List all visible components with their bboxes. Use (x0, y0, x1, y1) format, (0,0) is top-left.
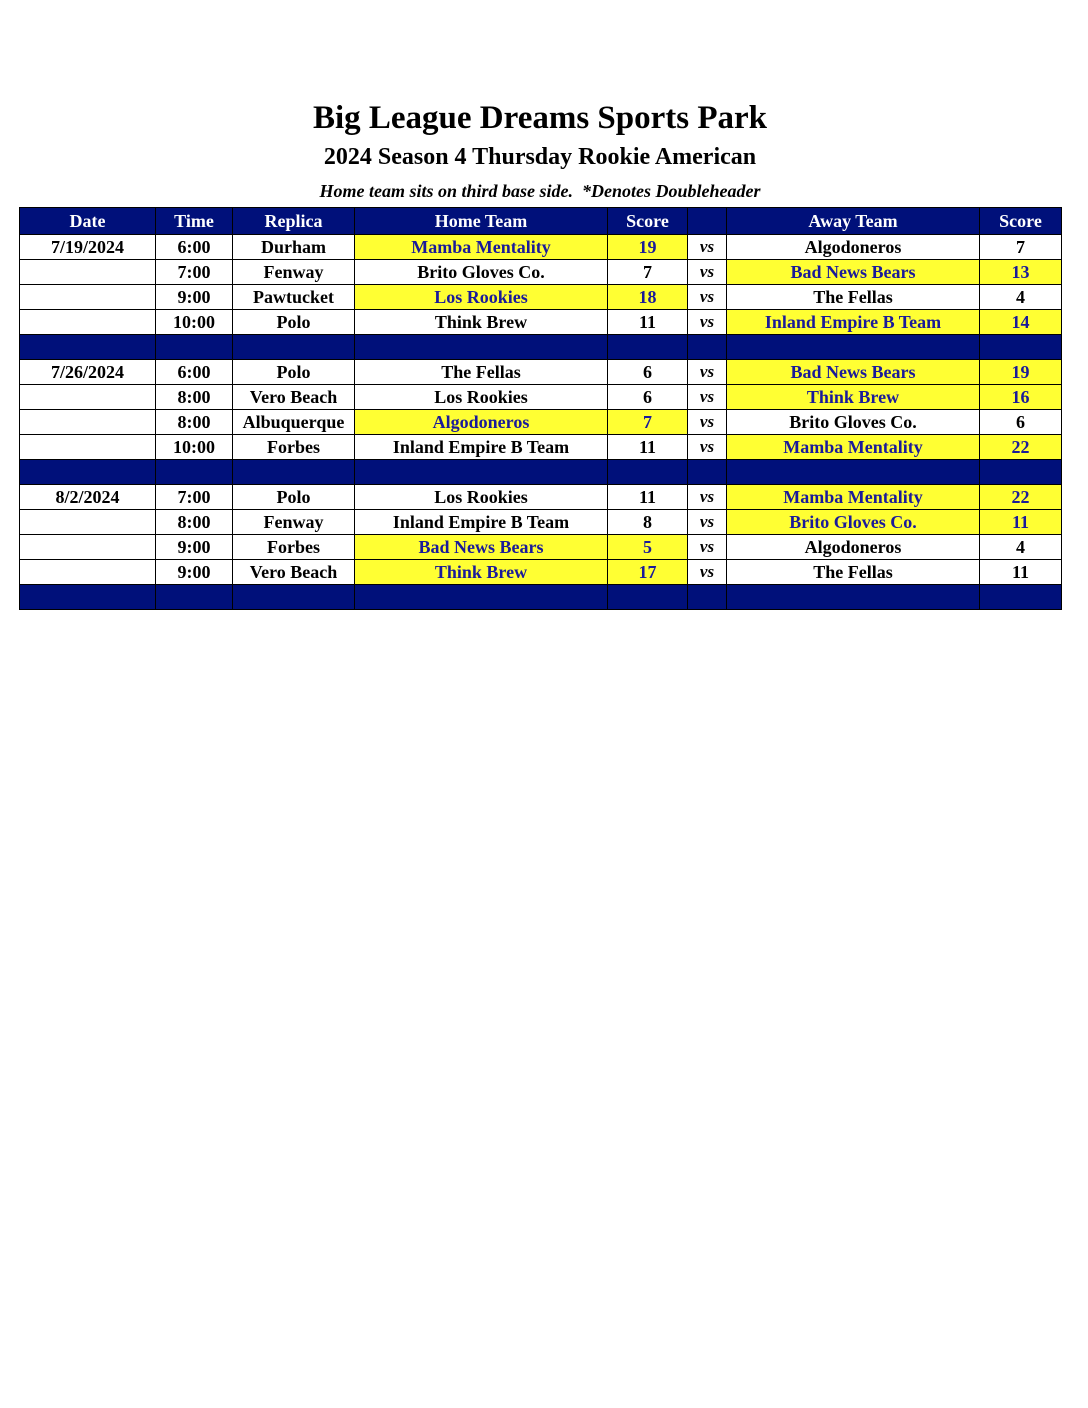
home-score: 6 (608, 385, 688, 410)
away-score: 22 (980, 485, 1062, 510)
separator-cell (20, 585, 156, 610)
column-header-vs (688, 208, 727, 235)
table-row (20, 510, 1062, 535)
game-replica: Forbes (233, 435, 355, 460)
table-row (20, 360, 1062, 385)
table-row (20, 260, 1062, 285)
game-date: 8/2/2024 (20, 485, 156, 510)
home-team: Inland Empire B Team (355, 435, 608, 460)
game-date (20, 310, 156, 335)
separator-cell (355, 335, 608, 360)
home-team: Los Rookies (355, 485, 608, 510)
separator-cell (727, 585, 980, 610)
table-row (20, 235, 1062, 260)
away-score: 7 (980, 235, 1062, 260)
table-row (20, 385, 1062, 410)
game-replica: Durham (233, 235, 355, 260)
home-score: 7 (608, 410, 688, 435)
away-score: 13 (980, 260, 1062, 285)
away-score: 4 (980, 285, 1062, 310)
home-score: 6 (608, 360, 688, 385)
vs-label: vs (688, 485, 727, 510)
separator-cell (156, 585, 233, 610)
separator-cell (980, 335, 1062, 360)
home-team: Los Rookies (355, 285, 608, 310)
away-team: Algodoneros (727, 535, 980, 560)
home-score: 11 (608, 435, 688, 460)
away-team: Inland Empire B Team (727, 310, 980, 335)
separator-cell (233, 335, 355, 360)
separator-cell (727, 460, 980, 485)
separator-cell (355, 460, 608, 485)
separator-cell (233, 460, 355, 485)
home-team: Think Brew (355, 560, 608, 585)
game-date: 7/26/2024 (20, 360, 156, 385)
game-time: 10:00 (156, 310, 233, 335)
away-team: Think Brew (727, 385, 980, 410)
vs-label: vs (688, 510, 727, 535)
table-row (20, 560, 1062, 585)
game-replica: Polo (233, 360, 355, 385)
away-score: 11 (980, 560, 1062, 585)
home-score: 18 (608, 285, 688, 310)
separator-cell (608, 460, 688, 485)
game-replica: Pawtucket (233, 285, 355, 310)
vs-label: vs (688, 285, 727, 310)
away-team: Brito Gloves Co. (727, 510, 980, 535)
away-team: Algodoneros (727, 235, 980, 260)
column-header-away-score: Score (980, 208, 1062, 235)
away-score: 19 (980, 360, 1062, 385)
home-team: Think Brew (355, 310, 608, 335)
away-team: The Fellas (727, 560, 980, 585)
separator-cell (355, 585, 608, 610)
vs-label: vs (688, 360, 727, 385)
game-date (20, 385, 156, 410)
column-header-date: Date (20, 208, 156, 235)
away-score: 14 (980, 310, 1062, 335)
game-time: 8:00 (156, 410, 233, 435)
separator-cell (156, 335, 233, 360)
vs-label: vs (688, 535, 727, 560)
home-team: Inland Empire B Team (355, 510, 608, 535)
separator-cell (156, 460, 233, 485)
home-score: 8 (608, 510, 688, 535)
home-score: 11 (608, 485, 688, 510)
away-team: Brito Gloves Co. (727, 410, 980, 435)
home-score: 17 (608, 560, 688, 585)
column-header-time: Time (156, 208, 233, 235)
game-time: 9:00 (156, 285, 233, 310)
table-row (20, 285, 1062, 310)
game-replica: Polo (233, 310, 355, 335)
game-time: 6:00 (156, 235, 233, 260)
game-replica: Fenway (233, 260, 355, 285)
separator-cell (688, 335, 727, 360)
game-time: 7:00 (156, 485, 233, 510)
table-row (20, 410, 1062, 435)
away-score: 6 (980, 410, 1062, 435)
away-team: Bad News Bears (727, 360, 980, 385)
column-header-away-team: Away Team (727, 208, 980, 235)
vs-label: vs (688, 235, 727, 260)
game-date (20, 560, 156, 585)
schedule-table (19, 207, 1062, 610)
game-replica: Polo (233, 485, 355, 510)
separator-cell (980, 585, 1062, 610)
away-score: 22 (980, 435, 1062, 460)
game-date (20, 410, 156, 435)
week-separator-row (20, 585, 1062, 610)
week-separator-row (20, 460, 1062, 485)
game-replica: Albuquerque (233, 410, 355, 435)
game-date (20, 260, 156, 285)
away-score: 4 (980, 535, 1062, 560)
separator-cell (608, 585, 688, 610)
vs-label: vs (688, 385, 727, 410)
home-team: Bad News Bears (355, 535, 608, 560)
away-team: Mamba Mentality (727, 435, 980, 460)
home-team: Algodoneros (355, 410, 608, 435)
table-row (20, 485, 1062, 510)
vs-label: vs (688, 435, 727, 460)
separator-cell (980, 460, 1062, 485)
home-team: Brito Gloves Co. (355, 260, 608, 285)
table-row (20, 310, 1062, 335)
vs-label: vs (688, 310, 727, 335)
game-time: 9:00 (156, 535, 233, 560)
column-header-home-score: Score (608, 208, 688, 235)
home-score: 7 (608, 260, 688, 285)
schedule-note: Home team sits on third base side. *Denotes Doubleheader (319, 181, 761, 201)
away-team: The Fellas (727, 285, 980, 310)
column-header-replica: Replica (233, 208, 355, 235)
game-time: 6:00 (156, 360, 233, 385)
table-row (20, 535, 1062, 560)
separator-cell (233, 585, 355, 610)
home-team: The Fellas (355, 360, 608, 385)
table-header-row (20, 208, 1062, 235)
separator-cell (20, 335, 156, 360)
separator-cell (20, 460, 156, 485)
home-score: 19 (608, 235, 688, 260)
separator-cell (688, 585, 727, 610)
game-replica: Vero Beach (233, 385, 355, 410)
game-time: 7:00 (156, 260, 233, 285)
page-title: Big League Dreams Sports Park (312, 100, 768, 136)
game-time: 8:00 (156, 510, 233, 535)
game-date: 7/19/2024 (20, 235, 156, 260)
away-score: 11 (980, 510, 1062, 535)
vs-label: vs (688, 560, 727, 585)
home-team: Mamba Mentality (355, 235, 608, 260)
game-time: 9:00 (156, 560, 233, 585)
game-time: 10:00 (156, 435, 233, 460)
game-replica: Vero Beach (233, 560, 355, 585)
vs-label: vs (688, 260, 727, 285)
home-team: Los Rookies (355, 385, 608, 410)
page-subtitle: 2024 Season 4 Thursday Rookie American (323, 144, 757, 170)
game-time: 8:00 (156, 385, 233, 410)
home-score: 11 (608, 310, 688, 335)
game-date (20, 435, 156, 460)
away-team: Bad News Bears (727, 260, 980, 285)
vs-label: vs (688, 410, 727, 435)
game-replica: Fenway (233, 510, 355, 535)
separator-cell (608, 335, 688, 360)
away-team: Mamba Mentality (727, 485, 980, 510)
column-header-home-team: Home Team (355, 208, 608, 235)
table-row (20, 435, 1062, 460)
separator-cell (688, 460, 727, 485)
game-date (20, 285, 156, 310)
away-score: 16 (980, 385, 1062, 410)
home-score: 5 (608, 535, 688, 560)
week-separator-row (20, 335, 1062, 360)
game-date (20, 510, 156, 535)
game-date (20, 535, 156, 560)
game-replica: Forbes (233, 535, 355, 560)
separator-cell (727, 335, 980, 360)
